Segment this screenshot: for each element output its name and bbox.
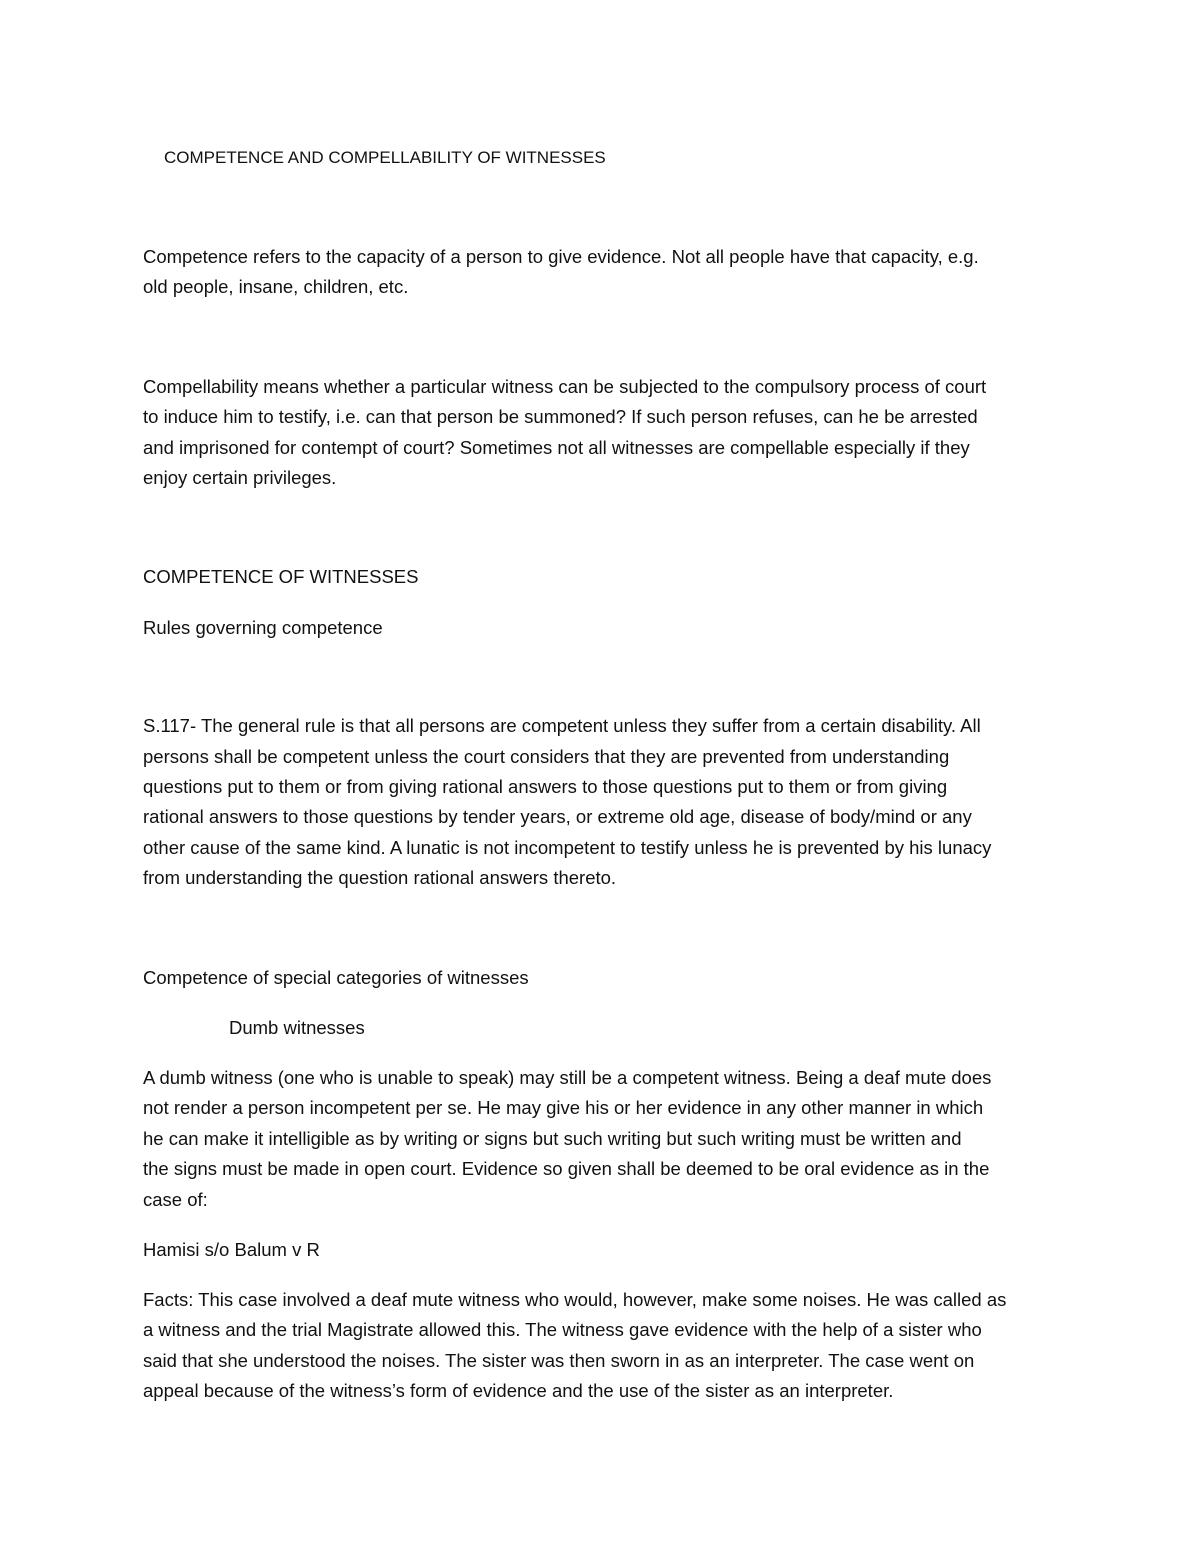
dumb-witness-paragraph-line: not render a person incompetent per se. He may give his or her evidence in any other manner in which xyxy=(143,1097,984,1118)
competence-paragraph-line: Competence refers to the capacity of a person to give evidence. Not all people have that capacity, e.g. xyxy=(143,246,979,267)
facts-paragraph-line: said that she understood the noises. The sister was then sworn in as an interpreter. The case went on xyxy=(143,1350,975,1371)
dumb-witness-paragraph-line: A dumb witness (one who is unable to speak) may still be a competent witness. Being a deaf mute does xyxy=(143,1067,992,1088)
compellability-paragraph-line: to induce him to testify, i.e. can that person be summoned? If such person refuses, can he be arrested xyxy=(143,406,978,427)
facts-paragraph-line: Facts: This case involved a deaf mute witness who would, however, make some noises. He was called as xyxy=(143,1289,1007,1310)
dumb-witness-paragraph-line: the signs must be made in open court. Evidence so given shall be deemed to be oral evidence as in the xyxy=(143,1158,990,1179)
s117-paragraph-line: persons shall be competent unless the court considers that they are prevented from understanding xyxy=(143,746,950,767)
s117-paragraph-line: from understanding the question rational answers thereto. xyxy=(143,867,617,888)
compellability-paragraph-line: Compellability means whether a particular witness can be subjected to the compulsory process of court xyxy=(143,376,987,397)
case-name: Hamisi s/o Balum v R xyxy=(143,1239,320,1260)
compellability-paragraph-line: enjoy certain privileges. xyxy=(143,467,337,488)
s117-paragraph-line: S.117- The general rule is that all persons are competent unless they suffer from a certain disability. All xyxy=(143,715,981,736)
s117-paragraph-line: other cause of the same kind. A lunatic is not incompetent to testify unless he is prevented by his lunacy xyxy=(143,837,992,858)
competence-paragraph-line: old people, insane, children, etc. xyxy=(143,276,409,297)
special-categories-heading: Competence of special categories of witnesses xyxy=(143,967,529,988)
dumb-witnesses-heading: Dumb witnesses xyxy=(229,1017,365,1038)
dumb-witness-paragraph-line: case of: xyxy=(143,1189,208,1210)
facts-paragraph-line: appeal because of the witness’s form of evidence and the use of the sister as an interpreter. xyxy=(143,1380,894,1401)
s117-paragraph-line: questions put to them or from giving rational answers to those questions put to them or from giving xyxy=(143,776,948,797)
document-title: COMPETENCE AND COMPELLABILITY OF WITNESSES xyxy=(164,148,606,167)
facts-paragraph-line: a witness and the trial Magistrate allowed this. The witness gave evidence with the help of a sister who xyxy=(143,1319,982,1340)
compellability-paragraph-line: and imprisoned for contempt of court? Sometimes not all witnesses are compellable especially if they xyxy=(143,437,970,458)
competence-of-witnesses-heading: COMPETENCE OF WITNESSES xyxy=(143,566,419,587)
dumb-witness-paragraph-line: he can make it intelligible as by writing or signs but such writing but such writing must be written and xyxy=(143,1128,962,1149)
rules-governing-competence-heading: Rules governing competence xyxy=(143,617,383,638)
s117-paragraph-line: rational answers to those questions by tender years, or extreme old age, disease of body/mind or any xyxy=(143,806,972,827)
